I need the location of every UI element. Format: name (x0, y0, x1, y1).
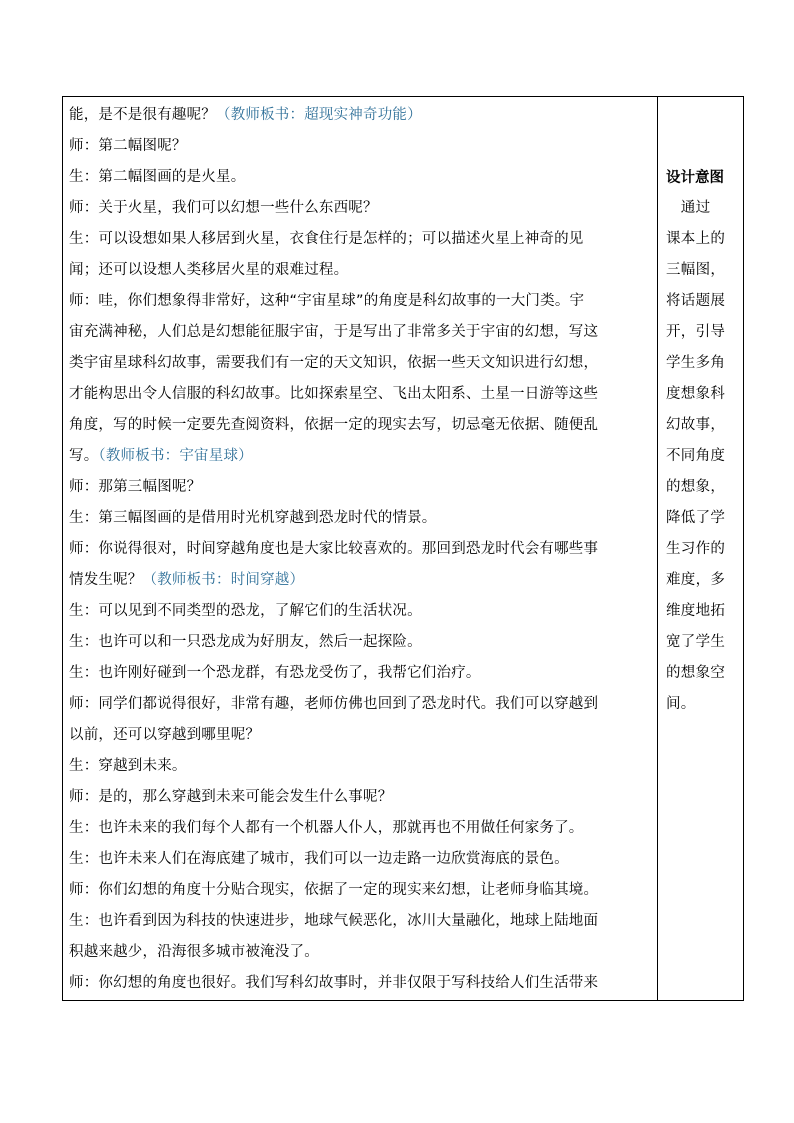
design-intent-line: 学生多角 (666, 355, 726, 371)
dialogue-line (69, 161, 245, 193)
dialogue-text: 才能构思出令人信服的科幻故事。比如探索星空、飞出太阳系、土星一日游等这些 (69, 386, 599, 402)
design-intent-line: 生习作的 (666, 541, 726, 557)
design-intent-line: 不同角度 (666, 448, 726, 464)
dialogue-text: 生：可以见到不同类型的恐龙，了解它们的生活状况。 (69, 603, 422, 619)
dialogue-text: 生：也许可以和一只恐龙成为好朋友，然后一起探险。 (69, 634, 422, 650)
dialogue-line (69, 595, 422, 627)
lesson-table (62, 96, 744, 1001)
dialogue-text: 师：是的，那么穿越到未来可能会发生什么事呢？ (69, 789, 393, 805)
dialogue-text: 师：关于火星，我们可以幻想一些什么东西呢？ (69, 200, 378, 216)
dialogue-line (69, 471, 201, 503)
dialogue-line (69, 192, 378, 224)
dialogue-line (69, 905, 598, 937)
dialogue-line (69, 657, 481, 689)
dialogue-text: 生：也许刚好碰到一个恐龙群，有恐龙受伤了，我帮它们治疗。 (69, 665, 481, 681)
dialogue-line (69, 409, 598, 441)
board-note: （教师板书：时间穿越） (142, 572, 305, 588)
dialogue-text: 角度，写的时候一定要先查阅资料，依据一定的现实去写，切忌毫无依据、随便乱 (69, 417, 599, 433)
dialogue-line (69, 440, 253, 472)
dialogue-line (69, 533, 598, 565)
dialogue-text: 师：你幻想的角度也很好。我们写科幻故事时，并非仅限于写科技给人们生活带来 (69, 975, 599, 991)
dialogue-text: 生：穿越到未来。 (69, 758, 187, 774)
design-intent-line: 将话题展 (666, 293, 726, 309)
dialogue-text: 师：同学们都说得很好，非常有趣，老师仿佛也回到了恐龙时代。我们可以穿越到 (69, 696, 599, 712)
design-intent-line: 开，引导 (666, 324, 726, 340)
design-intent-line: 度想象科 (666, 386, 726, 402)
dialogue-line (69, 564, 304, 596)
design-intent-line: 三幅图， (666, 262, 726, 278)
design-intent-line: 宽了学生 (666, 634, 726, 650)
dialogue-text: 师：那第三幅图呢？ (69, 479, 202, 495)
design-intent-line: 降低了学 (666, 510, 726, 526)
dialogue-line (69, 347, 598, 379)
dialogue-line (69, 719, 260, 751)
design-intent-title: 设计意图 (666, 170, 724, 186)
dialogue-text: 类宇宙星球科幻故事，需要我们有一定的天文知识，依据一些天文知识进行幻想， (69, 355, 599, 371)
dialogue-text: 师：哇，你们想象得非常好，这种“宇宙星球”的角度是科幻故事的一大门类。宇 (69, 293, 585, 309)
dialogue-column (63, 97, 658, 1000)
dialogue-text: 生：也许未来人们在海底建了城市，我们可以一边走路一边欣赏海底的景色。 (69, 851, 569, 867)
design-intent-line: 的想象空 (666, 665, 726, 681)
board-note: （教师板书：超现实神奇功能） (216, 107, 422, 123)
dialogue-text: 写。 (69, 448, 99, 464)
dialogue-line (69, 130, 187, 162)
dialogue-line (69, 223, 584, 255)
design-intent-line: 幻故事， (666, 417, 726, 433)
dialogue-text: 生：也许看到因为科技的快速进步，地球气候恶化，冰川大量融化，地球上陆地面 (69, 913, 599, 929)
dialogue-line (69, 378, 598, 410)
dialogue-line (69, 254, 348, 286)
dialogue-text: 积越来越少，沿海很多城市被淹没了。 (69, 944, 319, 960)
dialogue-line (69, 936, 319, 968)
dialogue-text: 师：你们幻想的角度十分贴合现实，依据了一定的现实来幻想，让老师身临其境。 (69, 882, 599, 898)
dialogue-text: 师：你说得很对，时间穿越角度也是大家比较喜欢的。那回到恐龙时代会有哪些事 (69, 541, 599, 557)
dialogue-line (69, 285, 584, 317)
dialogue-line (69, 967, 598, 999)
design-intent-line: 课本上的 (666, 231, 726, 247)
dialogue-text: 生：可以设想如果人移居到火星，衣食住行是怎样的；可以描述火星上神奇的见 (69, 231, 584, 247)
dialogue-text: 生：第三幅图画的是借用时光机穿越到恐龙时代的情景。 (69, 510, 437, 526)
dialogue-line (69, 843, 569, 875)
dialogue-text: 情发生呢？ (69, 572, 143, 588)
dialogue-text: 师：第二幅图呢？ (69, 138, 187, 154)
dialogue-text: 生：第二幅图画的是火星。 (69, 169, 246, 185)
dialogue-text: 宙充满神秘，人们总是幻想能征服宇宙，于是写出了非常多关于宇宙的幻想，写这 (69, 324, 599, 340)
design-intent-line: 维度地拓 (666, 603, 726, 619)
design-intent-line: 的想象， (666, 479, 726, 495)
dialogue-line (69, 781, 392, 813)
dialogue-line (69, 874, 598, 906)
dialogue-text: 生：也许未来的我们每个人都有一个机器人仆人，那就再也不用做任何家务了。 (69, 820, 584, 836)
dialogue-line (69, 99, 422, 131)
design-intent-line: 间。 (666, 696, 696, 712)
dialogue-line (69, 688, 598, 720)
dialogue-line (69, 502, 437, 534)
dialogue-text: 以前，还可以穿越到哪里呢？ (69, 727, 261, 743)
dialogue-line (69, 626, 422, 658)
dialogue-line (69, 750, 187, 782)
board-note: （教师板书：宇宙星球） (98, 448, 253, 464)
dialogue-line (69, 812, 584, 844)
design-intent-line: 难度，多 (666, 572, 726, 588)
dialogue-line (69, 316, 598, 348)
dialogue-text: 能，是不是很有趣呢？ (69, 107, 216, 123)
design-intent-line: 通过 (666, 200, 711, 216)
design-intent-column (658, 97, 743, 1000)
dialogue-text: 闻；还可以设想人类移居火星的艰难过程。 (69, 262, 349, 278)
